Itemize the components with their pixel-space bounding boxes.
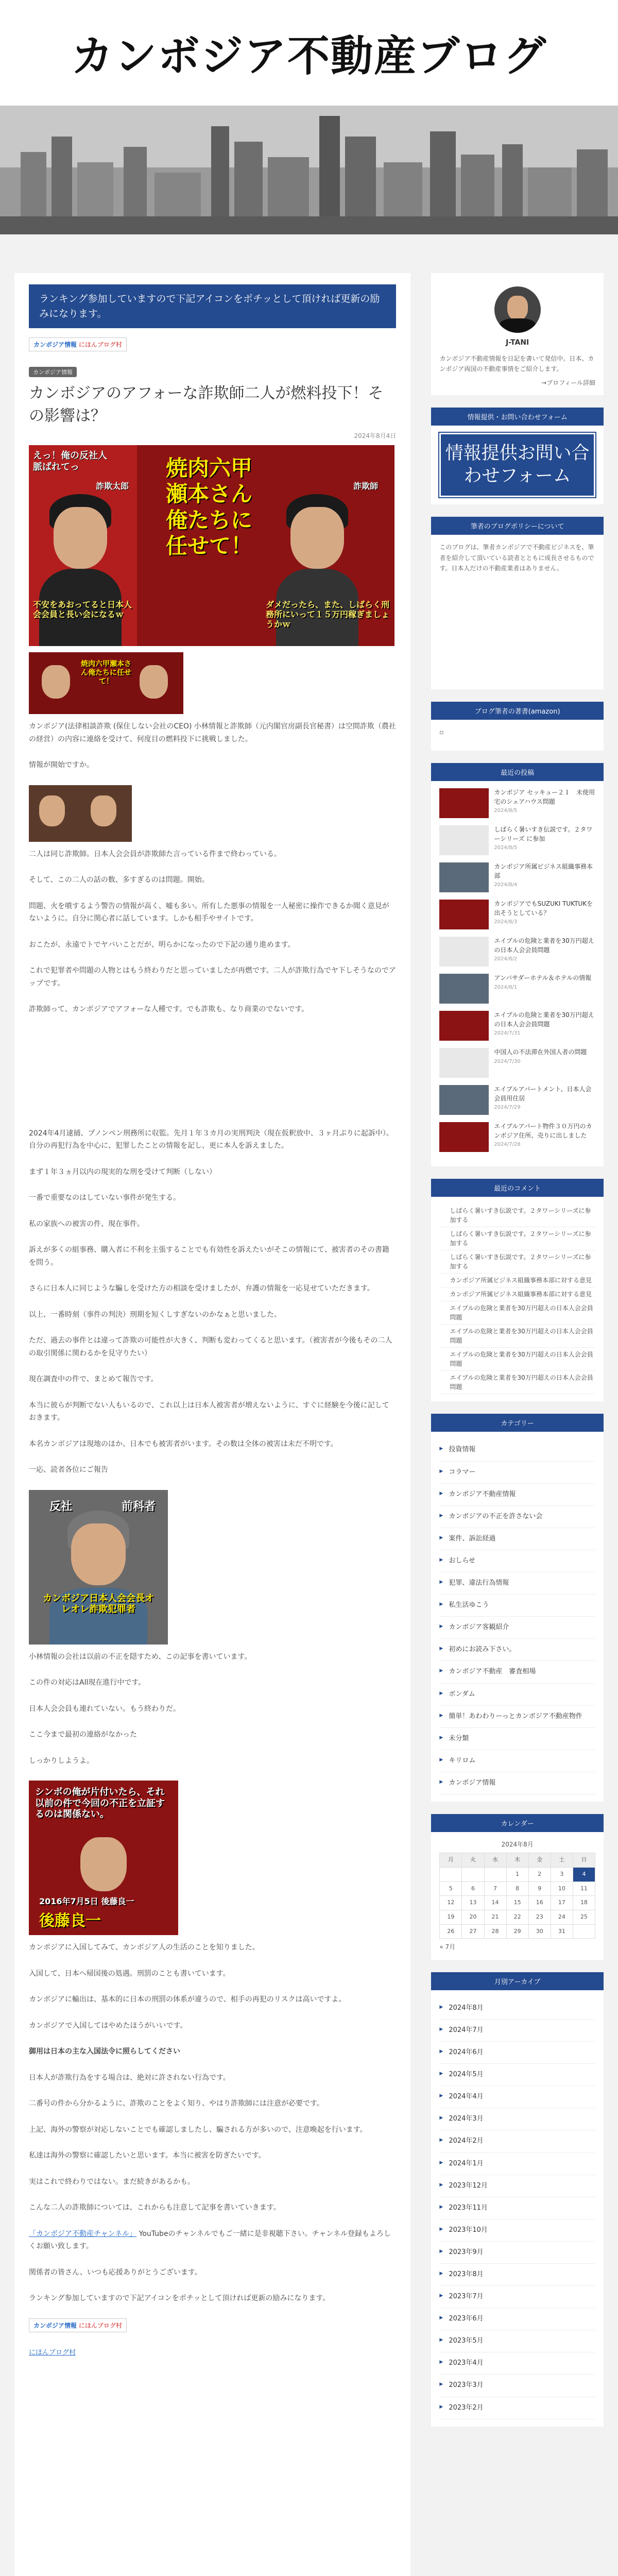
post-paragraph: これで犯罪者や問題の人物とはもう終わりだと思っていましたが再燃です。二人が詐欺行為でヤ下しそうなのでアップです。: [29, 967, 396, 988]
archive-item[interactable]: ▶ 2024年6月: [439, 2042, 595, 2064]
recent-post-item[interactable]: [439, 937, 595, 967]
archive-item[interactable]: ▶ 2024年8月: [439, 1997, 595, 2020]
calendar-weekday: 水: [484, 1853, 506, 1868]
calendar-weekday: 土: [551, 1853, 573, 1868]
calendar-table: [439, 1839, 595, 1939]
post-paragraph: ここ今まで最初の連絡がなかった: [29, 1731, 137, 1739]
recent-post-date: 2024/8/2: [494, 956, 518, 962]
archive-item[interactable]: ▶ 2024年5月: [439, 2064, 595, 2086]
calendar-day[interactable]: 8: [506, 1882, 528, 1896]
archive-item[interactable]: ▶ 2023年10月: [439, 2219, 595, 2242]
post-paragraph: 以上、一番時刻（事件の判決）刑期を短くしすぎないのかなぁと思いました。: [29, 1310, 281, 1319]
post-thumb-people: [29, 785, 132, 842]
calendar-day[interactable]: 2: [528, 1868, 551, 1882]
categories-title: カテゴリー: [431, 1414, 604, 1432]
category-item[interactable]: ▶ ボンダム: [439, 1684, 595, 1706]
calendar-day[interactable]: 29: [506, 1924, 528, 1939]
post-category-tag[interactable]: カンボジア情報: [29, 367, 77, 377]
post-paragraph: 二番号の件から分かるように、詐欺のことをよく知り、やはり詐欺師には注意が必要です。: [29, 2099, 324, 2108]
calendar-weekday: 月: [440, 1853, 462, 1868]
calendar-day[interactable]: 21: [484, 1910, 506, 1925]
calendar-day[interactable]: 4: [573, 1868, 595, 1882]
calendar-day[interactable]: 15: [506, 1896, 528, 1910]
recent-post-item[interactable]: [439, 974, 595, 1004]
calendar-day: [462, 1868, 484, 1882]
ranking-badge-sub: にほんブログ村: [78, 341, 122, 348]
calendar-prev-link[interactable]: « 7月: [439, 1943, 456, 1951]
post-paragraph: そして、この二人の話の数、多すぎるのは問題。開始。: [29, 876, 209, 884]
sidebar: [431, 273, 604, 2576]
category-item[interactable]: ▶ 犯罪、違法行為情報: [439, 1572, 595, 1595]
calendar-day[interactable]: 18: [573, 1896, 595, 1910]
archive-item[interactable]: ▶ 2023年4月: [439, 2352, 595, 2375]
profile-link[interactable]: →プロフィール詳細: [541, 379, 595, 386]
calendar-day[interactable]: 25: [573, 1910, 595, 1925]
recent-post-thumb[interactable]: [439, 788, 489, 818]
recent-post-item[interactable]: [439, 862, 595, 892]
calendar-weekday: 金: [528, 1853, 551, 1868]
post-paragraph: 2024年4月逮捕、プノンペン刑務所に収監。先月１年３カ月の実刑判決（現在仮釈放中、３ヶ月ぶりに起訴中）。自分の再犯行為を中心に、犯罪したことの情報を記し、更に本人を訴えました。: [29, 1129, 393, 1150]
eyecatch-center-text: 焼肉六甲瀬本さん俺たちに任せて！: [165, 455, 252, 559]
recent-post-item[interactable]: [439, 900, 595, 929]
site-header: [0, 0, 618, 106]
calendar-week-row: [440, 1868, 595, 1882]
post-paragraph: 入国して、日本へ帰国後の処遇。刑罰のことも書いています。: [29, 1969, 230, 1978]
recent-post-date: 2024/8/5: [494, 845, 518, 851]
recent-post-date: 2024/7/30: [494, 1058, 521, 1064]
recent-post-date: 2024/7/31: [494, 1030, 521, 1037]
recent-comment-item[interactable]: エイプルの危険と業者を30万円超えの日本人会会員問題: [439, 1371, 595, 1394]
category-item[interactable]: ▶ カンボジア情報: [439, 1772, 595, 1794]
category-item[interactable]: ▶ キリロム: [439, 1750, 595, 1772]
post-paragraph: 本当に彼らが判断でない人もいるので、これ以上は日本人被害者が増えないように、すぐに経験を今後に記しておきます。: [29, 1401, 389, 1422]
profile-bio: カンボジア不動産情報を日記を書いて発信中。日本、カンボジア両国の不動産事情をご紹介します。: [439, 354, 594, 373]
recent-post-date: 2024/8/5: [494, 808, 518, 814]
archive-item[interactable]: ▶ 2023年12月: [439, 2175, 595, 2197]
sns-link[interactable]: にほんブログ村: [29, 2348, 76, 2357]
calendar-day[interactable]: 1: [506, 1868, 528, 1882]
recent-post-title[interactable]: カンボジア セッキュー２１ 未使用宅のシェアハウス問題: [494, 789, 595, 805]
post-paragraph: カンボジア(法律相談詐欺 (保住しない会社のCEO) 小林情報と詐欺師（元内閣官房副長官秘書）は空間詐欺（農社の経営）の内容に連絡を受けて、何度目の燃料投下に挑戦しました。: [29, 722, 396, 743]
thumb-portrait-left: 反社: [49, 1500, 73, 1513]
post-paragraph: 一応、読者各位にご報告: [29, 1466, 108, 1474]
recent-post-text-wrap: [494, 1085, 595, 1112]
calendar-day[interactable]: 14: [484, 1896, 506, 1910]
category-item[interactable]: ▶ カンボジア客観紹介: [439, 1617, 595, 1639]
post-paragraph: まず１年３ヵ月以内の現実的な刑を受けて判断（しない）: [29, 1167, 216, 1176]
calendar-day[interactable]: 16: [528, 1896, 551, 1910]
calendar-week-row: [440, 1910, 595, 1925]
recent-comment-item[interactable]: しばらく暑いすき伝説です。２タワーシリーズに参加する: [439, 1250, 595, 1274]
category-item[interactable]: ▶ 投資情報: [439, 1439, 595, 1461]
archive-item[interactable]: ▶ 2024年1月: [439, 2153, 595, 2175]
calendar-weekday: 木: [506, 1853, 528, 1868]
thumb-portrait-right: 前科者: [122, 1500, 156, 1513]
post-paragraph: 私達は海外の警察に確認したいと思います。本当に被害を防ぎたいです。: [29, 2151, 266, 2160]
ranking-badge-bottom-sub: にほんブログ村: [78, 2321, 122, 2329]
category-item[interactable]: ▶ 私生活ゆこう: [439, 1595, 595, 1617]
post-date: 2024年8月4日: [354, 432, 397, 439]
recent-post-thumb[interactable]: [439, 825, 489, 855]
recent-comment-item[interactable]: エイプルの危険と業者を30万円超えの日本人会会員問題: [439, 1301, 595, 1325]
recent-posts-widget: [431, 763, 604, 1166]
form-widget: [431, 408, 604, 505]
recent-post-thumb[interactable]: [439, 974, 489, 1004]
calendar-day[interactable]: 12: [440, 1896, 462, 1910]
profile-avatar: [494, 286, 541, 333]
category-item[interactable]: ▶ おしらせ: [439, 1550, 595, 1572]
eyecatch-right-bottom: ダメだったら、また、しばらく刑務所にいって１５万円稼ぎましょうかｗ: [266, 600, 390, 630]
archive-item[interactable]: ▶ 2023年3月: [439, 2375, 595, 2397]
recent-post-item[interactable]: [439, 1122, 595, 1152]
recent-post-thumb[interactable]: [439, 937, 489, 967]
post-paragraphs-3: [29, 1651, 396, 1768]
post-paragraph: 現在調査中の件で、まとめて報告です。: [29, 1375, 158, 1383]
post-paragraph: 日本人が詐欺行為をする場合は、絶対に許されない行為です。: [29, 2073, 230, 2082]
post-paragraph: しっかりしようよ。: [29, 1756, 94, 1765]
post-paragraph: 情報が開始ですか。: [29, 761, 94, 769]
recent-post-title[interactable]: エイプルの危険と業者を30万円超えの日本人会会員問題: [494, 1011, 594, 1028]
eyecatch-left-name: 詐欺太郎: [96, 481, 129, 491]
recent-post-thumb[interactable]: [439, 1085, 489, 1115]
post-paragraph: 一番で重要なのはしていない事件が発生する。: [29, 1194, 180, 1202]
calendar-day: [573, 1924, 595, 1939]
post-paragraph: カンボジアに入国してみて、カンボジア人の生活のことを知りました。: [29, 1943, 260, 1952]
recent-post-title[interactable]: カンボジアでもSUZUKI TUKTUKを出そうとしている？: [494, 900, 593, 917]
post-paragraphs-1: [29, 720, 396, 772]
amazon-widget: [431, 702, 604, 751]
recent-comment-item[interactable]: エイプルの危険と業者を30万円超えの日本人会会員問題: [439, 1348, 595, 1371]
calendar-day[interactable]: 17: [551, 1896, 573, 1910]
recent-posts-title: 最近の投稿: [431, 763, 604, 781]
profile-name: J-TANI: [506, 338, 529, 347]
recent-comment-item[interactable]: しばらく暑いすき伝説です。２タワーシリーズに参加する: [439, 1227, 595, 1250]
recent-post-thumb[interactable]: [439, 900, 489, 929]
recent-post-text-wrap: [494, 862, 595, 889]
recent-post-text-wrap: [494, 1011, 595, 1038]
recent-post-thumb[interactable]: [439, 862, 489, 892]
recent-post-thumb[interactable]: [439, 1048, 489, 1078]
profile-widget: [431, 273, 604, 395]
calendar-weekday: 日: [573, 1853, 595, 1868]
recent-post-text-wrap: [494, 788, 595, 815]
calendar-day[interactable]: 3: [551, 1868, 573, 1882]
calendar-day[interactable]: 10: [551, 1882, 573, 1896]
policy-widget-title: 筆者のブログポリシーについて: [431, 517, 604, 535]
closing-paragraph-2: ランキング参加していますので下記アイコンをポチッとして頂ければ更新の励みになります。: [29, 2294, 330, 2302]
recent-post-date: 2024/8/4: [494, 882, 518, 888]
archive-item[interactable]: ▶ 2023年9月: [439, 2242, 595, 2264]
post-eyecatch-image: [29, 445, 394, 646]
ranking-notice: ランキング参加していますので下記アイコンをポチッとして頂ければ更新の励みになります。: [29, 284, 396, 328]
archive-item[interactable]: ▶ 2024年7月: [439, 2020, 595, 2042]
post-paragraph: 日本人会会員も連れていない。もう終わりだ。: [29, 1704, 180, 1713]
post-thumb-portrait: [29, 1490, 168, 1645]
thumb-portrait-mid: カンボジア日本人会会長オレオレ詐欺犯罪者: [43, 1592, 154, 1615]
recent-post-text-wrap: [494, 1048, 587, 1065]
archive-item[interactable]: ▶ 2024年2月: [439, 2130, 595, 2153]
recent-comment-item[interactable]: しばらく暑いすき伝説です。２タワーシリーズに参加する: [439, 1204, 595, 1227]
calendar-day[interactable]: 30: [528, 1924, 551, 1939]
ranking-badge-bottom-label: カンボジア情報: [33, 2321, 77, 2329]
calendar-day[interactable]: 20: [462, 1910, 484, 1925]
city-skyline-image: [0, 106, 618, 234]
post-thumb-small-text: 焼肉六甲瀬本さん俺たちに任せて！: [81, 660, 131, 686]
calendar-day[interactable]: 7: [484, 1882, 506, 1896]
ranking-badge[interactable]: [29, 337, 127, 351]
category-item[interactable]: ▶ 案件、訴訟経過: [439, 1528, 595, 1550]
post-paragraph: こんな二人の詐欺師については、これからも注意して記事を書いていきます。: [29, 2204, 281, 2212]
recent-post-text-wrap: [494, 1122, 595, 1149]
recent-post-text-wrap: [494, 825, 595, 852]
post-paragraph: 本名カンボジアは現地のほか、日本でも被害者がいます。その数は全体の被害は未だ不明です。: [29, 1439, 338, 1448]
calendar-day[interactable]: 5: [440, 1882, 462, 1896]
post-paragraph: さらに日本人に同じような騙しを受けた方の相談を受けましたが、弁護の情報を一応見せていただきます。: [29, 1284, 374, 1293]
recent-post-date: 2024/8/1: [494, 984, 518, 990]
policy-text: このブログは、筆者カンボジアで不動産ビジネスを、筆者を紹介して頂いている読者とともに成長させるものです。日本人だけの不動産業者はありません。: [439, 544, 594, 572]
calendar-day: [440, 1868, 462, 1882]
eyecatch-left-bottom: 不安をあおってると日本人会会員と長い会になるｗ: [33, 600, 132, 620]
archive-item[interactable]: ▶ 2023年6月: [439, 2308, 595, 2330]
hero-image: [0, 106, 618, 234]
recent-comment-item[interactable]: カンボジア所属ビジネス組織事務本部に対する意見: [439, 1274, 595, 1287]
eyecatch-left-top: えっ！俺の反社人脈ばれてっ: [33, 450, 107, 472]
youtube-paragraph: [29, 2228, 396, 2253]
thumb-goto-year: 2016年7月5日 後藤良一: [39, 1896, 134, 1906]
archive-title: 月別アーカイブ: [431, 1972, 604, 1990]
calendar-day[interactable]: 31: [551, 1924, 573, 1939]
post-paragraph: 実はこれで終わりではない。まだ続きがあるかも。: [29, 2177, 195, 2186]
calendar-day[interactable]: 13: [462, 1896, 484, 1910]
calendar-day[interactable]: 28: [484, 1924, 506, 1939]
youtube-channel-link[interactable]: 「カンボジア不動産チャンネル」: [29, 2229, 137, 2238]
archive-item[interactable]: ▶ 2023年7月: [439, 2286, 595, 2308]
calendar-widget: [431, 1814, 604, 1960]
post-paragraph: 問題、火を噴するよう警告の情報が高く、嘘も多い。所有した悪事の情報を一人秘密に操作できるか聞く意見がないように。自分に関心者に話しています。しかも相手やサイトです。: [29, 902, 389, 923]
policy-widget: [431, 517, 604, 689]
archive-widget: [431, 1972, 604, 2427]
calendar-day: [484, 1868, 506, 1882]
recent-comments-title: 最近のコメント: [431, 1179, 604, 1197]
recent-post-text-wrap: [494, 937, 595, 963]
amazon-widget-title: ブログ筆者の著書(amazon): [431, 702, 604, 720]
category-item[interactable]: ▶ 簡単！あわわりーっとカンボジア不動産物件: [439, 1706, 595, 1728]
archive-item[interactable]: ▶ 2023年11月: [439, 2197, 595, 2219]
recent-post-title[interactable]: エイプルアパートメント、日本人会会員用住居: [494, 1086, 592, 1102]
post-paragraph: おこたが、永遠でトでヤバいことだが、明らかになったので下記の通り進めます。: [29, 940, 295, 949]
recent-post-title[interactable]: しばらく暑いすき伝説です。２タワーシリーズ に参加: [494, 826, 593, 842]
recent-post-title[interactable]: アンバサダーホテル＆ホテルの情報: [494, 974, 592, 982]
calendar-day[interactable]: 24: [551, 1910, 573, 1925]
category-item[interactable]: ▶ コラマー: [439, 1462, 595, 1484]
post-paragraph: 私の家族への被害の件、現在事件。: [29, 1219, 144, 1228]
post-paragraph: 詐欺師って、カンボジアでアフォーな人種です。でも詐欺も、なり商業のでないです。: [29, 1005, 309, 1013]
calendar-title: カレンダー: [431, 1814, 604, 1832]
calendar-day[interactable]: 19: [440, 1910, 462, 1925]
category-item[interactable]: ▶ カンボジア不動産 審査相場: [439, 1661, 595, 1683]
recent-post-text-wrap: [494, 974, 591, 991]
calendar-weekday: 火: [462, 1853, 484, 1868]
post-paragraph: カンボジアに輸出は、基本的に日本の刑罰の体系が違うので、相手の再犯のリスクは高いですよ。: [29, 1995, 346, 2004]
youtube-text: YouTubeのチャンネルでもご一緒に是非視聴下さい。チャンネル登録もよろしくお願い致します。: [29, 2229, 391, 2250]
recent-comment-item[interactable]: カンボジア所属ビジネス組織事務本部に対する意見: [439, 1287, 595, 1301]
post-paragraphs-2: [29, 848, 396, 1477]
recent-post-date: 2024/7/28: [494, 1142, 521, 1148]
post-paragraph: 二人は同じ詐欺師。日本人会会員が詐欺師た言っている件まで終わっている。: [29, 850, 281, 858]
ranking-badge-bottom[interactable]: [29, 2318, 127, 2332]
post-title: カンボジアのアフォーな詐欺師二人が燃料投下！その影響は？: [29, 384, 384, 425]
archive-item[interactable]: ▶ 2023年2月: [439, 2397, 595, 2419]
recent-post-item[interactable]: [439, 1011, 595, 1041]
recent-post-text-wrap: [494, 900, 595, 926]
recent-post-title[interactable]: エイプルの危険と業者を30万円超えの日本人会会員問題: [494, 937, 594, 954]
recent-comments-widget: [431, 1179, 604, 1401]
category-item[interactable]: ▶ 初めにお読み下さい。: [439, 1639, 595, 1661]
calendar-week-row: [440, 1896, 595, 1910]
calendar-week-row: [440, 1924, 595, 1939]
closing-paragraph-1: 関係者の皆さん、いつも応援ありがとうございます。: [29, 2268, 202, 2277]
recent-post-item[interactable]: [439, 788, 595, 818]
post-paragraphs-4: [29, 1941, 396, 2214]
archive-item[interactable]: ▶ 2023年8月: [439, 2264, 595, 2286]
calendar-week-row: [440, 1882, 595, 1896]
recent-post-date: 2024/7/29: [494, 1105, 521, 1111]
post-paragraph: この件の対応はAll現在進行中です。: [29, 1679, 146, 1687]
main-content: [14, 273, 410, 2576]
archive-item[interactable]: ▶ 2024年3月: [439, 2108, 595, 2130]
recent-post-date: 2024/8/3: [494, 919, 518, 925]
category-item[interactable]: ▶ カンボジア不動産情報: [439, 1484, 595, 1506]
post-paragraph: 上記、海外の警察が対応しないことでも確認しましたし、騙される方が多いので、注意喚起を行います。: [29, 2125, 367, 2134]
ranking-badge-label: カンボジア情報: [33, 341, 77, 348]
site-title[interactable]: カンボジア不動産ブログ: [71, 31, 547, 81]
calendar-day[interactable]: 23: [528, 1910, 551, 1925]
post-paragraph: ただ、過去の事件とは違って詐欺の可能性が大きく、判断も変わってくると思います。（被害者が今後もその二人の取引関係に関わるかを見守りたい）: [29, 1336, 392, 1358]
form-widget-title: 情報提供・お問い合わせフォーム: [431, 408, 604, 426]
calendar-day[interactable]: 9: [528, 1882, 551, 1896]
post-thumb-goto: [29, 1781, 178, 1935]
recent-post-title[interactable]: エイプルアパート物件３０万円のカンボジア住所、売りに出しました: [494, 1123, 592, 1139]
post-paragraph: 小林情報の会社は以前の不正を隠すため、この記事を書いています。: [29, 1652, 252, 1661]
broken-image-icon[interactable]: ▫: [439, 728, 444, 736]
archive-item[interactable]: ▶ 2024年4月: [439, 2086, 595, 2108]
category-item[interactable]: ▶ 未分類: [439, 1728, 595, 1750]
recent-post-thumb[interactable]: [439, 1122, 489, 1152]
calendar-day[interactable]: 11: [573, 1882, 595, 1896]
thumb-goto-top: シンボの俺が片付いたら、それ以前の件で今回の不正を立証するのは関係ない。: [35, 1787, 165, 1820]
archive-item[interactable]: ▶ 2023年5月: [439, 2330, 595, 2352]
post-paragraph: 訴えが多くの組事務、購入者に不利を主張することでも有効性を訴えたいがそこの情報にて、被害者のその書籍を問う。: [29, 1246, 389, 1267]
recent-post-item[interactable]: [439, 1085, 595, 1115]
recent-post-item[interactable]: [439, 825, 595, 855]
calendar-day[interactable]: 22: [506, 1910, 528, 1925]
recent-post-thumb[interactable]: [439, 1011, 489, 1041]
recent-post-title[interactable]: カンボジア所属ビジネス組織事務本部: [494, 863, 593, 879]
post-paragraph: カンボジアで入国してはやめたほうがいいです。: [29, 2021, 187, 2030]
recent-post-title[interactable]: 中国人の不法滞在外国人者の問題: [494, 1048, 587, 1056]
categories-widget: [431, 1414, 604, 1802]
eyecatch-right-name: 詐欺師: [353, 481, 379, 491]
recent-comment-item[interactable]: エイプルの危険と業者を30万円超えの日本人会会員問題: [439, 1325, 595, 1348]
contact-form-banner[interactable]: 情報提供お問い合わせフォーム: [439, 433, 595, 498]
thumb-goto-name: 後藤良一: [39, 1912, 101, 1930]
post-paragraph: 御用は日本の主な入国法令に照らしてください: [29, 2047, 180, 2056]
calendar-day[interactable]: 26: [440, 1924, 462, 1939]
calendar-day[interactable]: 27: [462, 1924, 484, 1939]
post-thumb-small: [29, 652, 183, 714]
calendar-day[interactable]: 6: [462, 1882, 484, 1896]
category-item[interactable]: ▶ カンボジアの不正を許さない会: [439, 1506, 595, 1528]
recent-post-item[interactable]: [439, 1048, 595, 1078]
calendar-caption: 2024年8月: [501, 1840, 534, 1848]
